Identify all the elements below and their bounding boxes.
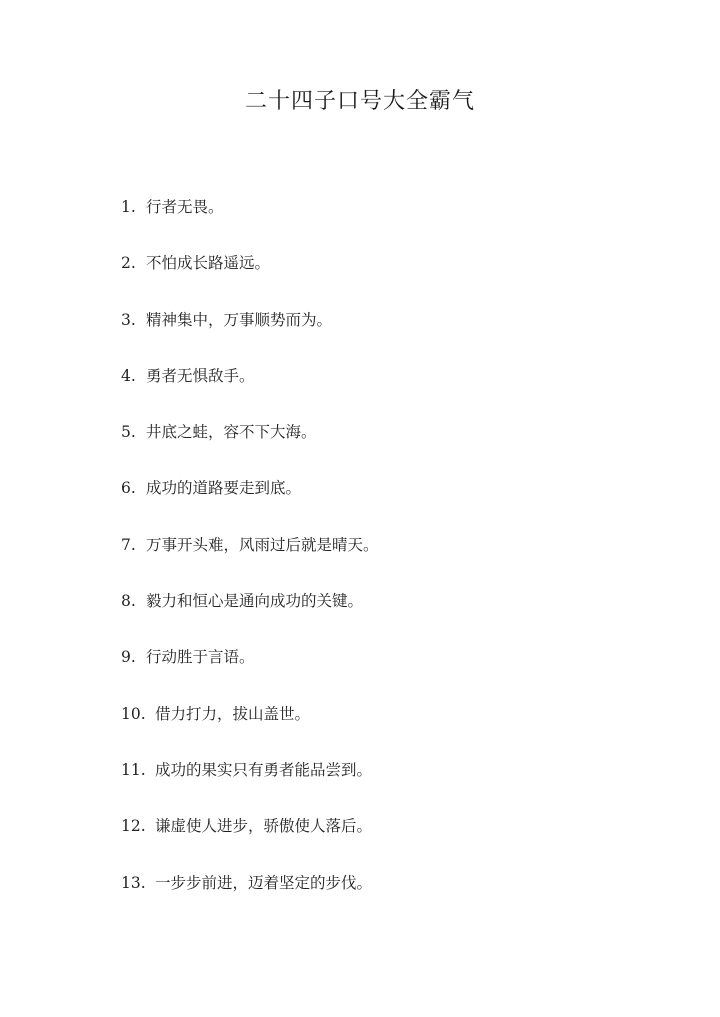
- item-text: 不怕成长路遥远。: [146, 254, 271, 273]
- item-number: 13.: [121, 873, 146, 892]
- list-item: [121, 249, 379, 305]
- item-number: 5.: [121, 423, 136, 442]
- item-text: 成功的道路要走到底。: [146, 479, 302, 498]
- item-number: 10.: [121, 704, 146, 723]
- item-text: 毅力和恒心是通向成功的关键。: [146, 592, 364, 611]
- item-number: 11.: [121, 760, 146, 779]
- item-number: 2.: [121, 254, 136, 273]
- list-item: [121, 869, 379, 925]
- list-item: [121, 418, 379, 474]
- item-number: 1.: [121, 198, 136, 216]
- item-text: 行动胜于言语。: [146, 648, 255, 667]
- item-text: 成功的果实只有勇者能品尝到。: [155, 760, 373, 779]
- list-item: [121, 474, 379, 530]
- item-number: 6.: [121, 479, 136, 498]
- item-text: 勇者无惧敌手。: [146, 366, 255, 385]
- item-number: 12.: [121, 817, 146, 836]
- item-number: 3.: [121, 310, 136, 329]
- item-text: 精神集中，万事顺势而为。: [146, 310, 333, 329]
- list-item: [121, 643, 379, 699]
- item-number: 9.: [121, 648, 136, 667]
- item-text: 一步步前进，迈着坚定的步伐。: [155, 873, 373, 892]
- list-item: [121, 193, 379, 249]
- list-item: [121, 700, 379, 756]
- page-title: 二十四子口号大全霸气: [244, 89, 475, 114]
- list-item: [121, 306, 379, 362]
- item-number: 8.: [121, 592, 136, 611]
- item-text: 万事开头难，风雨过后就是晴天。: [146, 535, 379, 554]
- item-number: 7.: [121, 535, 136, 554]
- item-text: 借力打力，拔山盖世。: [155, 704, 311, 723]
- list-item: [121, 756, 379, 812]
- item-number: 4.: [121, 366, 136, 385]
- item-text: 行者无畏。: [146, 198, 224, 216]
- list-item: [121, 362, 379, 418]
- list-item: [121, 812, 379, 868]
- list-item: [121, 587, 379, 643]
- slogan-list: [121, 193, 379, 925]
- list-item: [121, 531, 379, 587]
- item-text: 谦虚使人进步，骄傲使人落后。: [155, 817, 373, 836]
- item-text: 井底之蛙，容不下大海。: [146, 423, 317, 442]
